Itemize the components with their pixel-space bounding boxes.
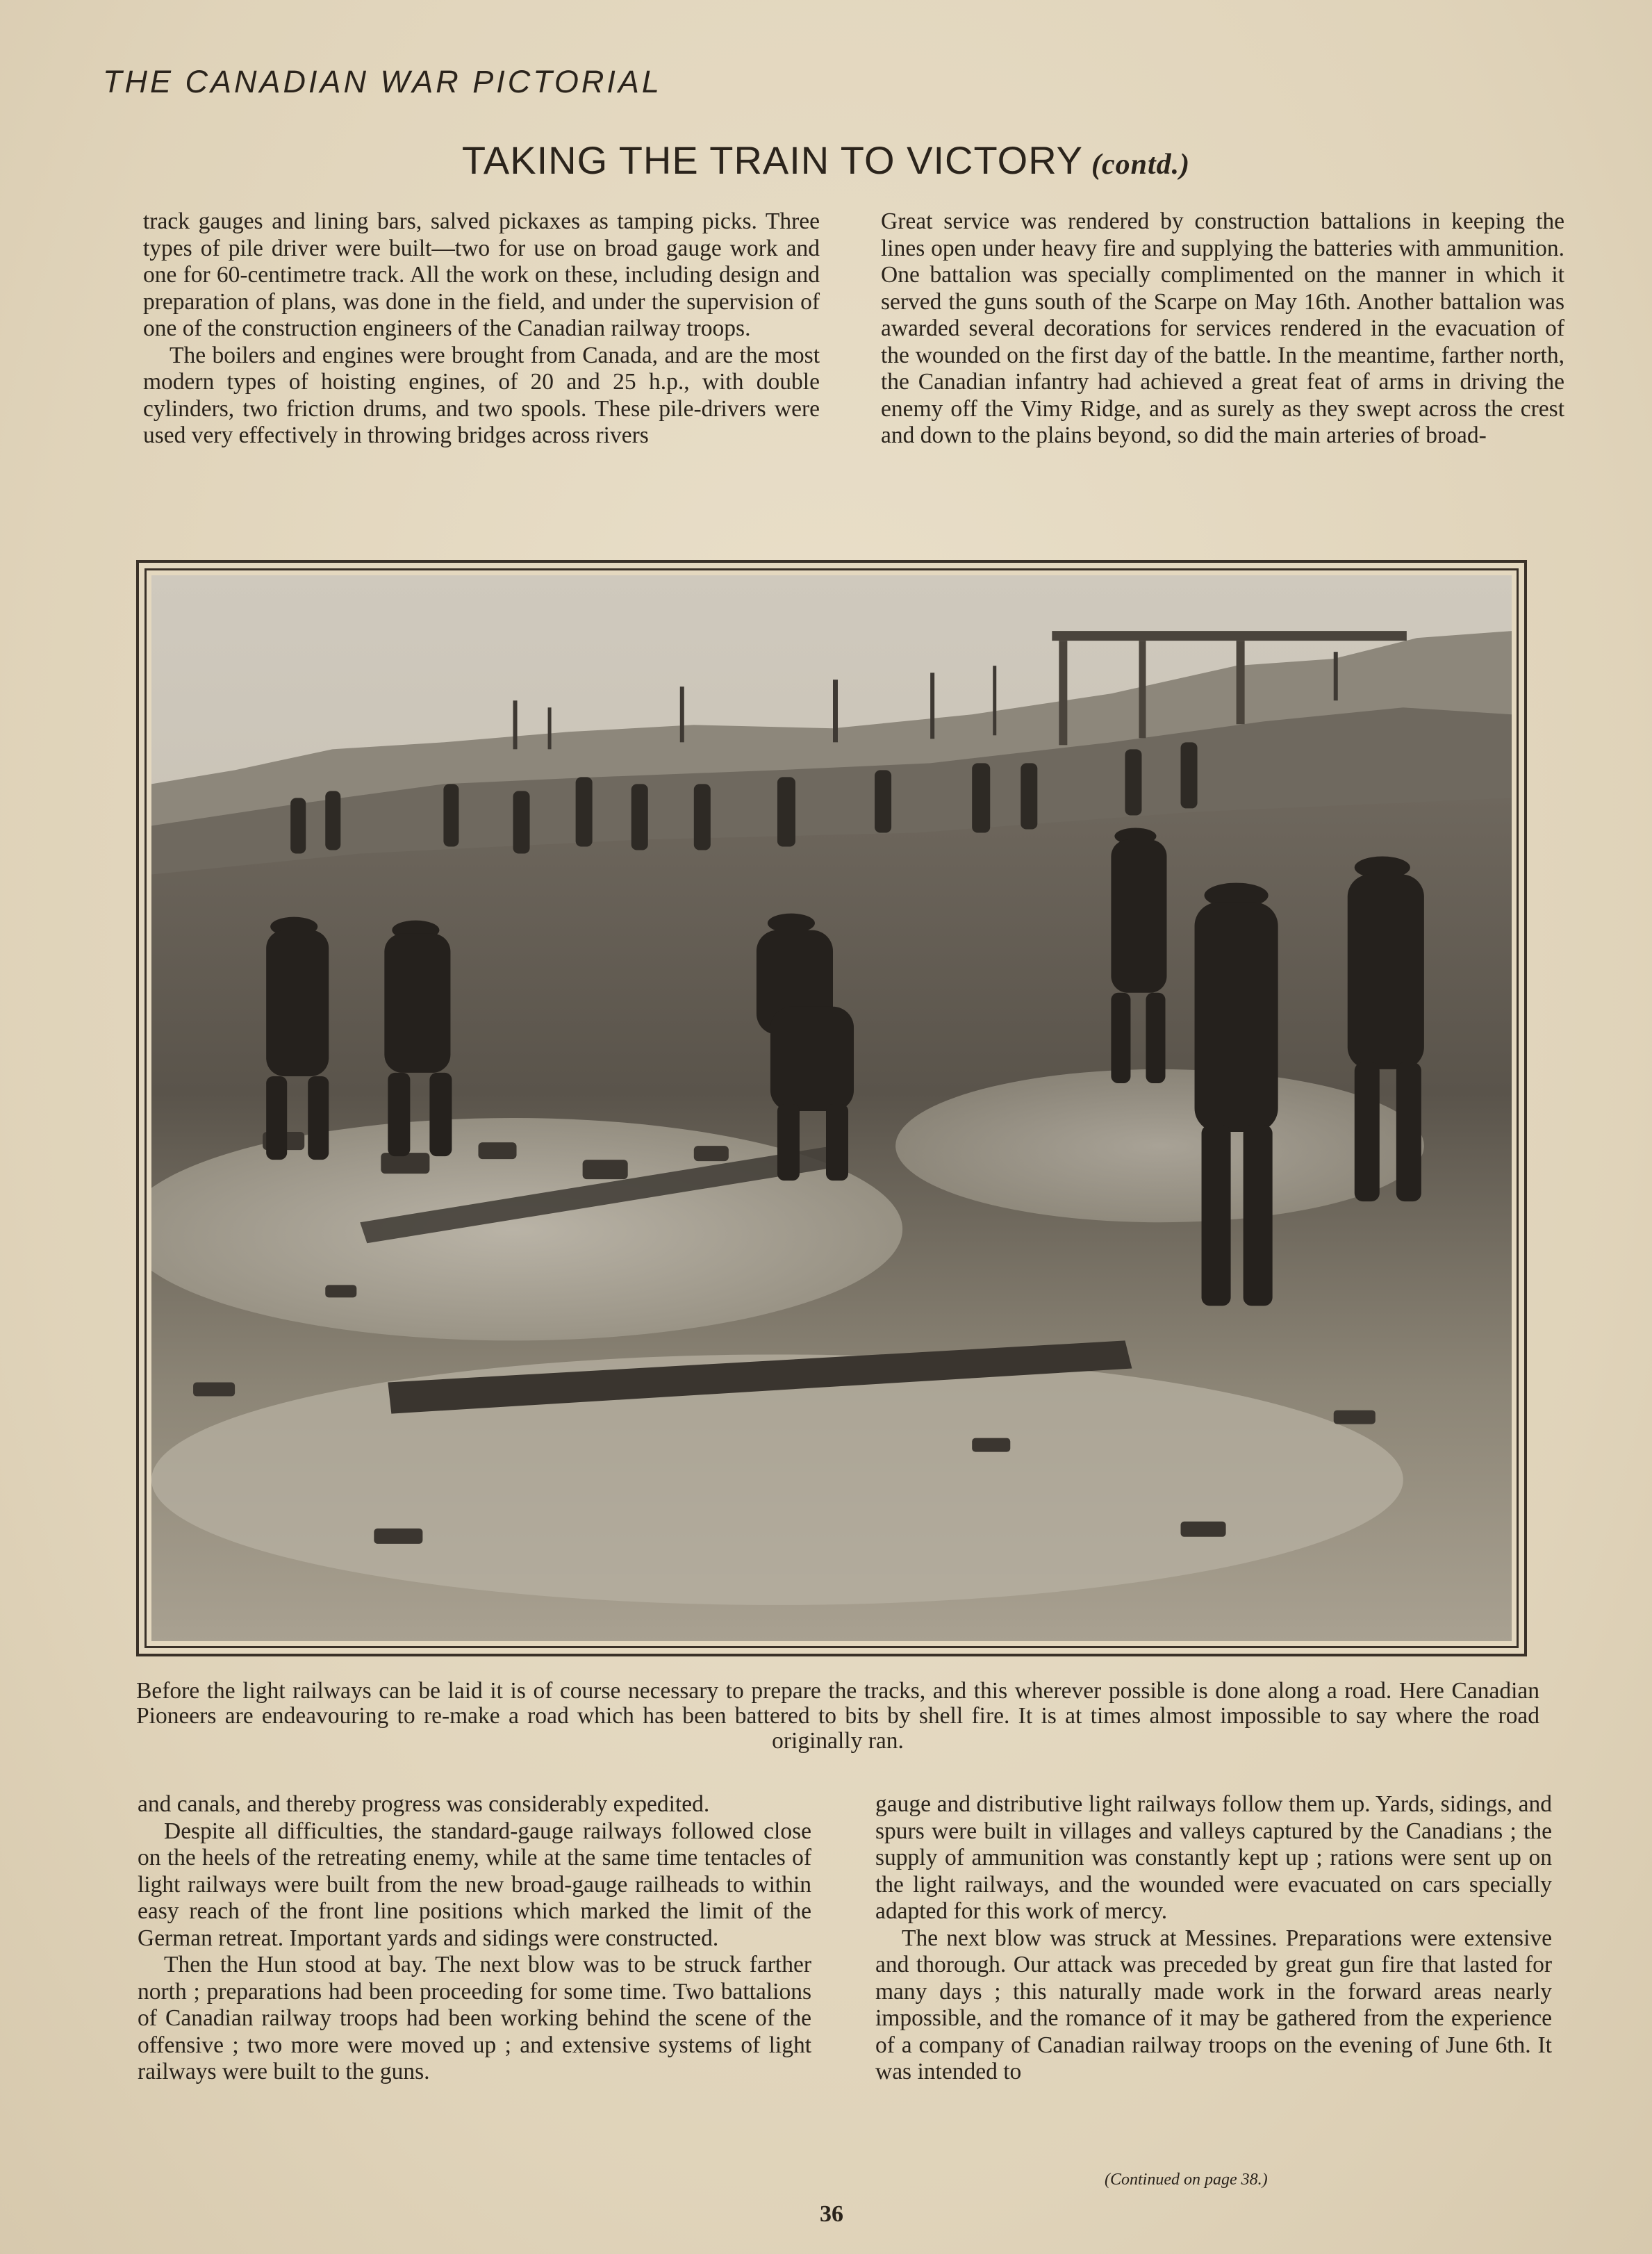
paragraph: gauge and distributive light railways follow them up. Yards, sidings, and spurs were built in villages and valleys captured by the Canadians ; the supply of ammunition was constantly kept up ; rations were sent up on the light railways, and the wounded were evacuated on cars specially adapted for this work of mercy.	[875, 1791, 1552, 1924]
article-title-suffix: (contd.)	[1091, 149, 1191, 181]
paragraph: track gauges and lining bars, salved pickaxes as tamping picks. Three types of pile driver were built—two for use on broad gauge work and one for 60-centimetre track. All the work on these, including design and preparation of plans, was done in the field, and under the supervision of one of the construction engineers of the Canadian railway troops.	[143, 208, 820, 341]
paragraph: Despite all difficulties, the standard-gauge railways followed close on the heels of the retreating enemy, while at the same time tentacles of light railways were built from the new broad-gauge railheads to within easy reach of the front line positions which marked the limit of the German retreat. Important yards and sidings were constructed.	[138, 1818, 811, 1951]
paragraph: The next blow was struck at Messines. Preparations were extensive and thorough. Our attack was preceded by great gun fire that lasted for many days ; this naturally made work in the forward areas nearly impossible, and the romance of it may be gathered from the experience of a company of Canadian railway troops on the evening of June 6th. It was intended to	[875, 1925, 1552, 2084]
article-title-main: TAKING THE TRAIN TO VICTORY	[461, 138, 1083, 182]
photo-frame	[136, 560, 1527, 1656]
paragraph: The boilers and engines were brought from Canada, and are the most modern types of hoisting engines, of 20 and 25 h.p., with double cylinders, two friction drums, and two spools. These pile-drivers were used very effectively in throwing bridges across rivers	[143, 342, 820, 448]
running-head: THE CANADIAN WAR PICTORIAL	[103, 64, 662, 99]
continued-note: (Continued on page 38.)	[1105, 2171, 1268, 2189]
page-number: 36	[820, 2201, 843, 2227]
column-top-right	[881, 208, 1564, 450]
column-bottom-left	[138, 1791, 811, 2086]
photo-frame-inner-rule	[144, 568, 1519, 1648]
paragraph: and canals, and thereby progress was considerably expedited.	[138, 1791, 710, 1817]
column-top-left	[143, 208, 820, 450]
photograph-pioneers-remaking-road	[151, 575, 1512, 1641]
photo-caption: Before the light railways can be laid it is of course necessary to prepare the tracks, and this wherever possible is done along a road. Here Canadian Pioneers are endeavouring to re-make a road which has been battered to bits by shell fire. It is at times almost impossible to say where the road originally ran.	[136, 1678, 1539, 1754]
article-title	[0, 138, 1652, 183]
paragraph: Then the Hun stood at bay. The next blow was to be struck farther north ; preparations had been proceeding for some time. Two battalions of Canadian railway troops had been working behind the scene of the offensive ; two more were moved up ; and extensive systems of light railways were built to the guns.	[138, 1952, 811, 2084]
column-bottom-right	[875, 1791, 1552, 2086]
paragraph: Great service was rendered by construction battalions in keeping the lines open under heavy fire and supplying the batteries with ammunition. One battalion was specially complimented on the manner in which it served the guns south of the Scarpe on May 16th. Another battalion was awarded several decorations for services rendered in the evacuation of the wounded on the first day of the battle. In the meantime, farther north, the Canadian infantry had achieved a great feat of arms in driving the enemy off the Vimy Ridge, and as surely as they swept across the crest and down to the plains beyond, so did the main arteries of broad-	[881, 208, 1564, 448]
